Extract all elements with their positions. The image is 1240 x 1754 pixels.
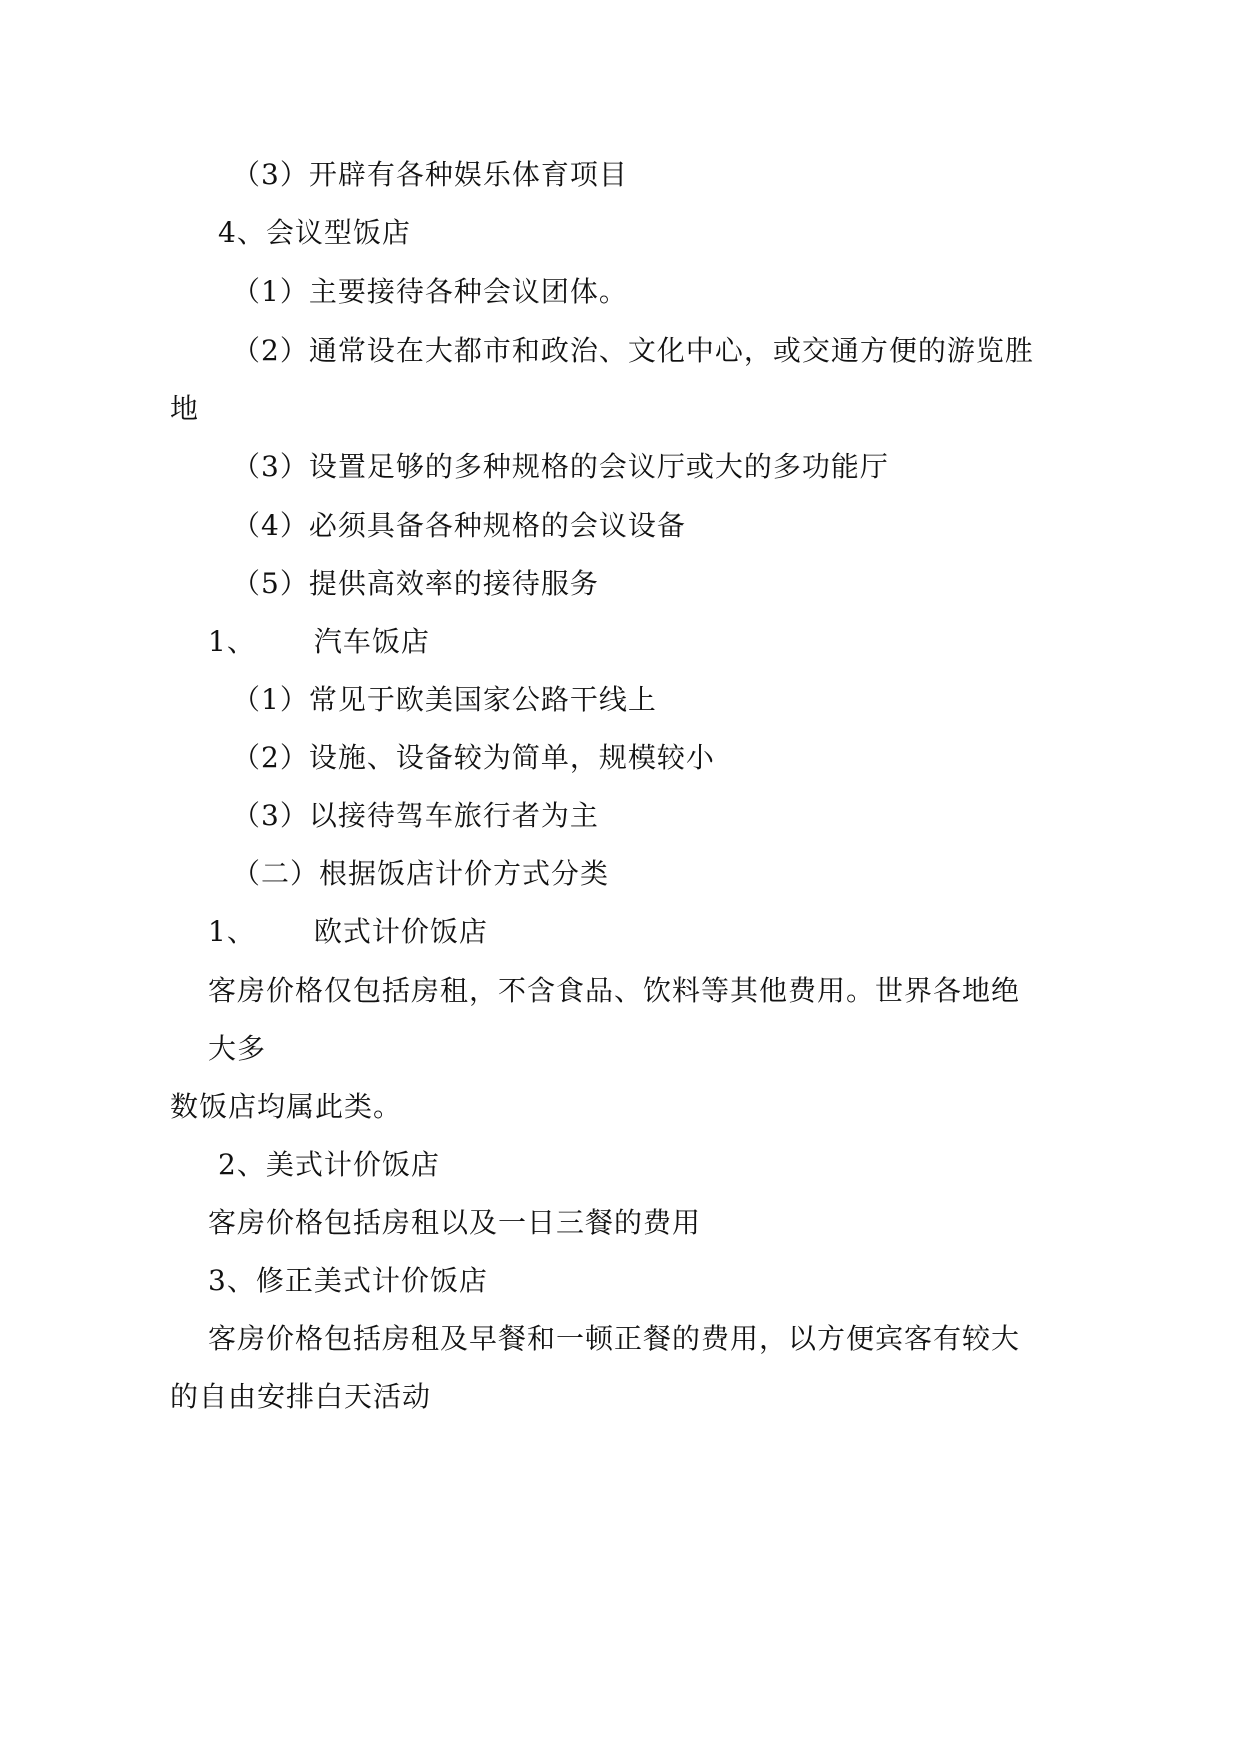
text-line: （1）常见于欧美国家公路干线上 <box>232 683 657 716</box>
section-title: 欧式计价饭店 <box>313 915 488 948</box>
section-number: 1、 <box>208 625 256 658</box>
text-line: 的自由安排白天活动 <box>170 1380 432 1413</box>
text-line: 大多 <box>208 1032 267 1065</box>
section-heading: 2、美式计价饭店 <box>218 1148 440 1181</box>
text-line: 客房价格仅包括房租，不含食品、饮料等其他费用。世界各地绝 <box>208 974 1021 1007</box>
text-line: （3）以接待驾车旅行者为主 <box>232 799 599 832</box>
section-heading <box>208 625 430 659</box>
text-line: （2）设施、设备较为简单，规模较小 <box>232 741 715 774</box>
section-heading: 3、修正美式计价饭店 <box>208 1264 488 1297</box>
section-number: 1、 <box>208 915 256 948</box>
text-line: （4）必须具备各种规格的会议设备 <box>232 509 686 542</box>
section-heading: （二）根据饭店计价方式分类 <box>232 857 610 890</box>
section-title: 汽车饭店 <box>313 625 430 658</box>
text-line: （5）提供高效率的接待服务 <box>232 567 599 600</box>
text-line: （2）通常设在大都市和政治、文化中心，或交通方便的游览胜 <box>232 334 1034 367</box>
section-heading: 4、会议型饭店 <box>218 216 411 249</box>
text-line: 客房价格包括房租以及一日三餐的费用 <box>208 1206 702 1239</box>
section-heading <box>208 915 488 949</box>
text-line: （3）设置足够的多种规格的会议厅或大的多功能厅 <box>232 450 889 483</box>
text-line: 客房价格包括房租及早餐和一顿正餐的费用，以方便宾客有较大 <box>208 1322 1021 1355</box>
text-line: 数饭店均属此类。 <box>170 1090 403 1123</box>
text-line: （3）开辟有各种娱乐体育项目 <box>232 158 628 191</box>
text-line: （1）主要接待各种会议团体。 <box>232 275 628 308</box>
text-line: 地 <box>170 392 200 425</box>
